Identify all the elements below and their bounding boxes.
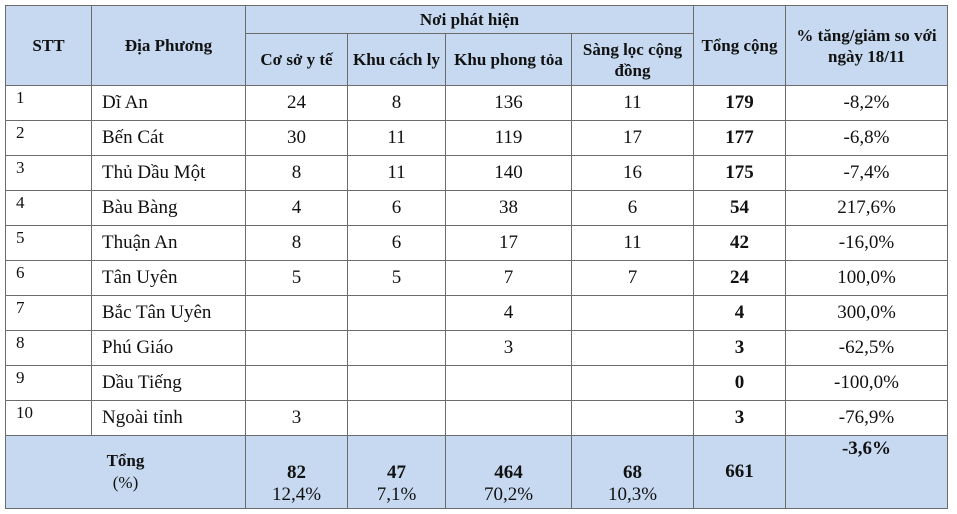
table-row bbox=[6, 226, 948, 261]
cell-screening: 11 bbox=[572, 226, 694, 261]
cell-stt: 2 bbox=[6, 121, 92, 156]
cell-stt: 6 bbox=[6, 261, 92, 296]
cell-change: -7,4% bbox=[786, 156, 948, 191]
header-lockdown-area: Khu phong tỏa bbox=[446, 34, 572, 86]
cell-screening: 11 bbox=[572, 86, 694, 121]
cell-quarantine bbox=[348, 366, 446, 401]
header-quarantine-area: Khu cách ly bbox=[348, 34, 446, 86]
cell-stt: 10 bbox=[6, 401, 92, 436]
table-header bbox=[6, 6, 948, 86]
cell-screening bbox=[572, 366, 694, 401]
cell-quarantine bbox=[348, 331, 446, 366]
cell-change: -76,9% bbox=[786, 401, 948, 436]
header-community-screening: Sàng lọc cộng đồng bbox=[572, 34, 694, 86]
cell-lockdown: 4 bbox=[446, 296, 572, 331]
cell-stt: 8 bbox=[6, 331, 92, 366]
table-row bbox=[6, 121, 948, 156]
sum-value: 68 bbox=[623, 462, 642, 483]
cell-change: -62,5% bbox=[786, 331, 948, 366]
cell-lockdown bbox=[446, 401, 572, 436]
cell-screening bbox=[572, 331, 694, 366]
table-footer bbox=[6, 436, 948, 509]
cell-total: 3 bbox=[694, 401, 786, 436]
sum-percent: 70,2% bbox=[483, 484, 534, 505]
cell-location: Bắc Tân Uyên bbox=[92, 296, 246, 331]
cell-change: -6,8% bbox=[786, 121, 948, 156]
cell-medical bbox=[246, 296, 348, 331]
header-detection-place: Nơi phát hiện bbox=[246, 6, 694, 34]
table-row bbox=[6, 331, 948, 366]
header-total: Tổng cộng bbox=[694, 6, 786, 86]
sum-percent: 10,3% bbox=[607, 484, 658, 505]
cases-by-location-table bbox=[5, 5, 948, 509]
cell-medical: 3 bbox=[246, 401, 348, 436]
cell-quarantine bbox=[348, 296, 446, 331]
table-row bbox=[6, 191, 948, 226]
cell-total: 0 bbox=[694, 366, 786, 401]
cell-screening: 6 bbox=[572, 191, 694, 226]
footer-label-pct: (%) bbox=[112, 473, 139, 492]
cell-quarantine: 11 bbox=[348, 121, 446, 156]
cell-total: 177 bbox=[694, 121, 786, 156]
cell-stt: 7 bbox=[6, 296, 92, 331]
cell-lockdown bbox=[446, 366, 572, 401]
footer-grand-total: 661 bbox=[694, 436, 786, 509]
cell-stt: 4 bbox=[6, 191, 92, 226]
cell-stt: 5 bbox=[6, 226, 92, 261]
cell-location: Ngoài tỉnh bbox=[92, 401, 246, 436]
cell-lockdown: 140 bbox=[446, 156, 572, 191]
cell-stt: 3 bbox=[6, 156, 92, 191]
sum-percent: 12,4% bbox=[271, 484, 322, 505]
header-change: % tăng/giảm so với ngày 18/11 bbox=[786, 6, 948, 86]
cell-total: 175 bbox=[694, 156, 786, 191]
sum-value: 47 bbox=[387, 462, 406, 483]
cell-medical: 4 bbox=[246, 191, 348, 226]
cell-screening bbox=[572, 296, 694, 331]
sum-value: 464 bbox=[494, 462, 523, 483]
cell-location: Thủ Dầu Một bbox=[92, 156, 246, 191]
cell-location: Tân Uyên bbox=[92, 261, 246, 296]
cell-quarantine: 6 bbox=[348, 191, 446, 226]
cell-location: Bến Cát bbox=[92, 121, 246, 156]
cell-total: 24 bbox=[694, 261, 786, 296]
cell-change: 300,0% bbox=[786, 296, 948, 331]
footer-label-cell bbox=[6, 436, 246, 509]
cell-medical: 8 bbox=[246, 226, 348, 261]
sum-percent: 7,1% bbox=[376, 484, 417, 505]
cell-change: 100,0% bbox=[786, 261, 948, 296]
cell-screening bbox=[572, 401, 694, 436]
cell-screening: 16 bbox=[572, 156, 694, 191]
footer-sum-quarantine bbox=[348, 436, 446, 509]
cell-medical: 24 bbox=[246, 86, 348, 121]
cell-total: 179 bbox=[694, 86, 786, 121]
footer-sum-screening bbox=[572, 436, 694, 509]
cell-medical bbox=[246, 366, 348, 401]
cell-total: 4 bbox=[694, 296, 786, 331]
cell-lockdown: 17 bbox=[446, 226, 572, 261]
cell-total: 3 bbox=[694, 331, 786, 366]
footer-change: -3,6% bbox=[786, 436, 948, 509]
cell-lockdown: 38 bbox=[446, 191, 572, 226]
cell-quarantine: 8 bbox=[348, 86, 446, 121]
cell-change: -16,0% bbox=[786, 226, 948, 261]
header-stt: STT bbox=[6, 6, 92, 86]
cell-stt: 9 bbox=[6, 366, 92, 401]
cell-medical: 30 bbox=[246, 121, 348, 156]
table-row bbox=[6, 261, 948, 296]
cell-change: 217,6% bbox=[786, 191, 948, 226]
table-body bbox=[6, 86, 948, 436]
footer-sum-lockdown bbox=[446, 436, 572, 509]
table-row bbox=[6, 401, 948, 436]
sum-value: 82 bbox=[287, 462, 306, 483]
cell-stt: 1 bbox=[6, 86, 92, 121]
table-row bbox=[6, 366, 948, 401]
cell-quarantine bbox=[348, 401, 446, 436]
footer-label: Tổng bbox=[106, 451, 145, 470]
table-row bbox=[6, 156, 948, 191]
header-medical-facility: Cơ sở y tế bbox=[246, 34, 348, 86]
cell-quarantine: 5 bbox=[348, 261, 446, 296]
cell-screening: 17 bbox=[572, 121, 694, 156]
cell-total: 54 bbox=[694, 191, 786, 226]
table-row bbox=[6, 296, 948, 331]
footer-sum-medical bbox=[246, 436, 348, 509]
cell-medical: 8 bbox=[246, 156, 348, 191]
cases-table-container bbox=[5, 5, 948, 509]
cell-lockdown: 7 bbox=[446, 261, 572, 296]
cell-location: Dĩ An bbox=[92, 86, 246, 121]
header-location: Địa Phương bbox=[92, 6, 246, 86]
cell-location: Thuận An bbox=[92, 226, 246, 261]
cell-medical bbox=[246, 331, 348, 366]
table-row bbox=[6, 86, 948, 121]
cell-quarantine: 6 bbox=[348, 226, 446, 261]
cell-change: -8,2% bbox=[786, 86, 948, 121]
cell-medical: 5 bbox=[246, 261, 348, 296]
cell-quarantine: 11 bbox=[348, 156, 446, 191]
cell-lockdown: 119 bbox=[446, 121, 572, 156]
cell-screening: 7 bbox=[572, 261, 694, 296]
cell-lockdown: 3 bbox=[446, 331, 572, 366]
cell-change: -100,0% bbox=[786, 366, 948, 401]
cell-location: Dầu Tiếng bbox=[92, 366, 246, 401]
cell-location: Bàu Bàng bbox=[92, 191, 246, 226]
cell-location: Phú Giáo bbox=[92, 331, 246, 366]
cell-total: 42 bbox=[694, 226, 786, 261]
cell-lockdown: 136 bbox=[446, 86, 572, 121]
